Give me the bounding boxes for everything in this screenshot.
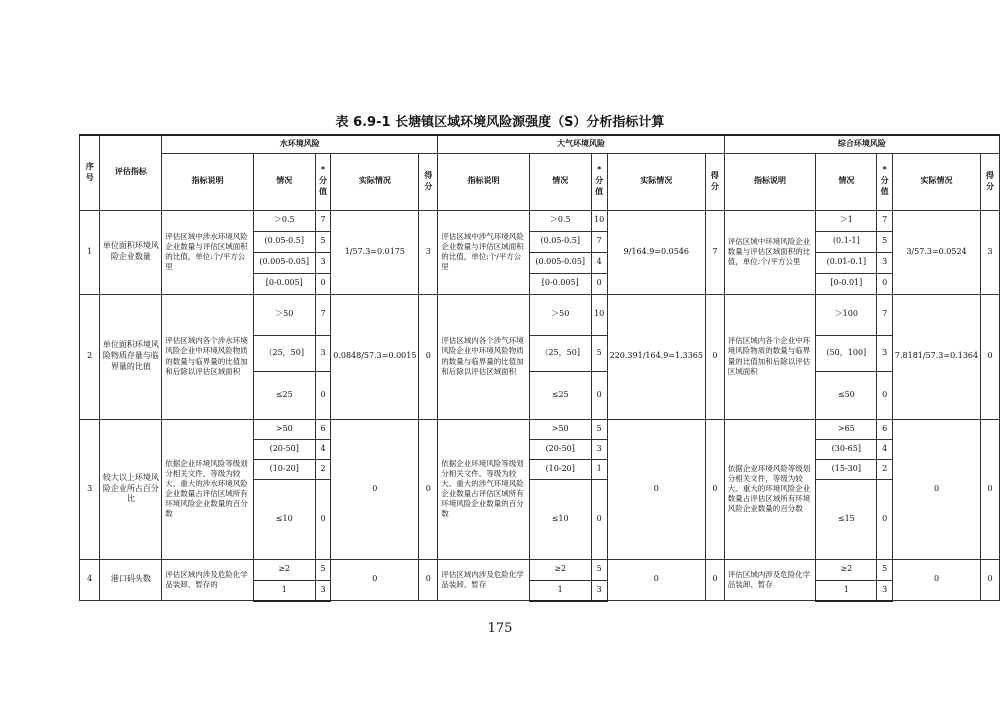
air-value: 5: [591, 419, 607, 439]
header-desc: 指标说明: [162, 153, 253, 210]
combined-value: 3: [877, 580, 892, 601]
row-seq: 3: [80, 419, 100, 559]
combined-indicator-desc: 评估区域中环境风险企业数量与评估区域面积的比值，单位:个/平方公里: [724, 210, 815, 294]
row-seq: 2: [80, 294, 100, 419]
risk-indicator-table: [79, 134, 1000, 602]
row-indicator: 较大以上环境风险企业所占百分比: [100, 419, 162, 559]
water-value: 3: [315, 580, 330, 601]
air-value: 4: [591, 252, 607, 273]
combined-indicator-desc: 评估区域内各个企业中环境风险物质的数量与临界量的比值加和后除以评估区域面积: [724, 294, 815, 419]
water-value: 0: [315, 479, 330, 559]
air-range: (20-50]: [529, 439, 591, 459]
water-score: 3: [419, 210, 438, 294]
combined-score: 0: [981, 559, 1000, 601]
air-value: 0: [591, 371, 607, 419]
combined-indicator-desc: 评估区域内涉及危险化学品装卸、暂存: [724, 559, 815, 601]
air-value: 10: [591, 294, 607, 335]
combined-range: (30-65]: [816, 439, 877, 459]
header-situation: 情况: [253, 153, 315, 210]
row-seq: 1: [80, 210, 100, 294]
row-indicator: 单位面积环境风险物质存量与临界量的比值: [100, 294, 162, 419]
header-situation: 情况: [816, 153, 877, 210]
table-row: [80, 559, 1000, 580]
header-points: 得分: [981, 153, 1000, 210]
table-row: [80, 210, 1000, 231]
water-score: 0: [419, 559, 438, 601]
header-seq: 序号: [80, 135, 100, 210]
combined-range: ＞100: [816, 294, 877, 335]
water-indicator-desc: 依据企业环境风险等级划分相关文件，等级为较大、重大的涉水环境风险企业数量占评估区域所有环境风险企业数量的百分数: [162, 419, 253, 559]
water-value: 7: [315, 210, 330, 231]
air-value: 10: [591, 210, 607, 231]
air-indicator-desc: 评估区域内各个涉气环境风险企业中环境风险物质的数量与临界量的比值加和后除以评估区域面积: [438, 294, 529, 419]
water-actual: 0: [331, 559, 419, 601]
water-range: (0.005-0.05]: [253, 252, 315, 273]
combined-value: 5: [877, 231, 892, 252]
combined-range: (0.1-1]: [816, 231, 877, 252]
water-indicator-desc: 评估区域中涉水环境风险企业数量与评估区域面积的比值，单位:个/平方公里: [162, 210, 253, 294]
combined-range: [0-0.01]: [816, 273, 877, 294]
air-range: 1: [529, 580, 591, 601]
combined-range: (15-30]: [816, 459, 877, 479]
combined-value: 4: [877, 439, 892, 459]
header-points: 得分: [419, 153, 438, 210]
water-value: 0: [315, 273, 330, 294]
combined-range: 1: [816, 580, 877, 601]
header-indicator: 评估指标: [100, 135, 162, 210]
air-actual: 0: [607, 419, 705, 559]
air-score: 0: [705, 559, 724, 601]
air-value: 0: [591, 273, 607, 294]
combined-indicator-desc: 依据企业环境风险等级划分相关文件，等级为较大、重大的环境风险企业数量占评估区域所有环境风险企业数量的百分数: [724, 419, 815, 559]
combined-value: 7: [877, 294, 892, 335]
combined-value: 5: [877, 559, 892, 580]
combined-score: 3: [981, 210, 1000, 294]
water-indicator-desc: 评估区域内涉及危险化学品装卸、暂存的: [162, 559, 253, 601]
air-score: 0: [705, 294, 724, 419]
header-air-risk: 大气环境风险: [438, 135, 725, 153]
air-value: 5: [591, 335, 607, 371]
water-range: ＞50: [253, 294, 315, 335]
water-range: ＞0.5: [253, 210, 315, 231]
water-range: （25，50]: [253, 335, 315, 371]
water-value: 5: [315, 559, 330, 580]
header-actual: 实际情况: [331, 153, 419, 210]
header-situation: 情况: [529, 153, 591, 210]
water-range: >50: [253, 419, 315, 439]
air-range: >50: [529, 419, 591, 439]
air-range: ≤25: [529, 371, 591, 419]
combined-actual: 0: [892, 559, 980, 601]
table-title: 表 6.9-1 长塘镇区域环境风险源强度（S）分析指标计算: [335, 115, 665, 130]
air-range: [0-0.005]: [529, 273, 591, 294]
air-range: ≤10: [529, 479, 591, 559]
combined-score: 0: [981, 419, 1000, 559]
water-range: (10-20]: [253, 459, 315, 479]
combined-value: 3: [877, 252, 892, 273]
header-actual: 实际情况: [892, 153, 980, 210]
combined-range: ≤50: [816, 371, 877, 419]
combined-range: (0.01-0.1]: [816, 252, 877, 273]
header-score-value: *分值: [877, 153, 892, 210]
water-value: 6: [315, 419, 330, 439]
air-value: 7: [591, 231, 607, 252]
combined-value: 0: [877, 479, 892, 559]
air-range: ＞50: [529, 294, 591, 335]
air-actual: 0: [607, 559, 705, 601]
water-actual: 0.0848/57.3=0.0015: [331, 294, 419, 419]
air-range: (0.05-0.5]: [529, 231, 591, 252]
air-range: (10-20]: [529, 459, 591, 479]
water-value: 2: [315, 459, 330, 479]
water-value: 4: [315, 439, 330, 459]
water-value: 7: [315, 294, 330, 335]
water-actual: 1/57.3=0.0175: [331, 210, 419, 294]
water-range: ≤10: [253, 479, 315, 559]
header-combined-risk: 综合环境风险: [724, 135, 999, 153]
combined-value: 0: [877, 371, 892, 419]
row-indicator: 港口码头数: [100, 559, 162, 601]
water-score: 0: [419, 294, 438, 419]
combined-value: 6: [877, 419, 892, 439]
air-actual: 220.391/164.9=1.3365: [607, 294, 705, 419]
air-indicator-desc: 依据企业环境风险等级划分相关文件，等级为较大、重大的涉气环境风险企业数量占评估区域所有环境风险企业数量的百分数: [438, 419, 529, 559]
air-score: 7: [705, 210, 724, 294]
water-range: (20-50]: [253, 439, 315, 459]
air-range: ＞0.5: [529, 210, 591, 231]
water-value: 5: [315, 231, 330, 252]
header-water-risk: 水环境风险: [162, 135, 438, 153]
header-actual: 实际情况: [607, 153, 705, 210]
table-row: [80, 294, 1000, 335]
water-range: ≤25: [253, 371, 315, 419]
water-range: (0.05-0.5]: [253, 231, 315, 252]
combined-score: 0: [981, 294, 1000, 419]
table-row: [80, 419, 1000, 439]
header-score-value: *分值: [591, 153, 607, 210]
page-number: 175: [487, 621, 513, 636]
combined-range: ≤15: [816, 479, 877, 559]
row-seq: 4: [80, 559, 100, 601]
combined-actual: 0: [892, 419, 980, 559]
combined-value: 2: [877, 459, 892, 479]
water-value: 0: [315, 371, 330, 419]
water-actual: 0: [331, 419, 419, 559]
combined-range: >65: [816, 419, 877, 439]
air-indicator-desc: 评估区域内涉及危险化学品装卸、暂存: [438, 559, 529, 601]
water-value: 3: [315, 335, 330, 371]
air-value: 5: [591, 559, 607, 580]
air-actual: 9/164.9=0.0546: [607, 210, 705, 294]
water-range: 1: [253, 580, 315, 601]
header-score-value: *分值: [315, 153, 330, 210]
combined-value: 0: [877, 273, 892, 294]
air-score: 0: [705, 419, 724, 559]
air-value: 0: [591, 479, 607, 559]
water-range: ≥2: [253, 559, 315, 580]
air-value: 3: [591, 580, 607, 601]
combined-actual: 3/57.3=0.0524: [892, 210, 980, 294]
water-range: [0-0.005]: [253, 273, 315, 294]
header-desc: 指标说明: [438, 153, 529, 210]
air-range: (0.005-0.05]: [529, 252, 591, 273]
combined-range: (50，100]: [816, 335, 877, 371]
air-range: ≥2: [529, 559, 591, 580]
header-points: 得分: [705, 153, 724, 210]
combined-value: 7: [877, 210, 892, 231]
row-indicator: 单位面积环境风险企业数量: [100, 210, 162, 294]
air-indicator-desc: 评估区域中涉气环境风险企业数量与评估区域面积的比值，单位:个/平方公里: [438, 210, 529, 294]
table-body: [80, 135, 1000, 601]
water-indicator-desc: 评估区域内各个涉水环境风险企业中环境风险物质的数量与临界量的比值加和后除以评估区域面积: [162, 294, 253, 419]
water-score: 0: [419, 419, 438, 559]
air-value: 1: [591, 459, 607, 479]
water-value: 3: [315, 252, 330, 273]
combined-range: ＞1: [816, 210, 877, 231]
combined-range: ≥2: [816, 559, 877, 580]
header-desc: 指标说明: [724, 153, 815, 210]
combined-actual: 7.8181/57.3=0.1364: [892, 294, 980, 419]
combined-value: 3: [877, 335, 892, 371]
air-range: （25，50]: [529, 335, 591, 371]
air-value: 3: [591, 439, 607, 459]
